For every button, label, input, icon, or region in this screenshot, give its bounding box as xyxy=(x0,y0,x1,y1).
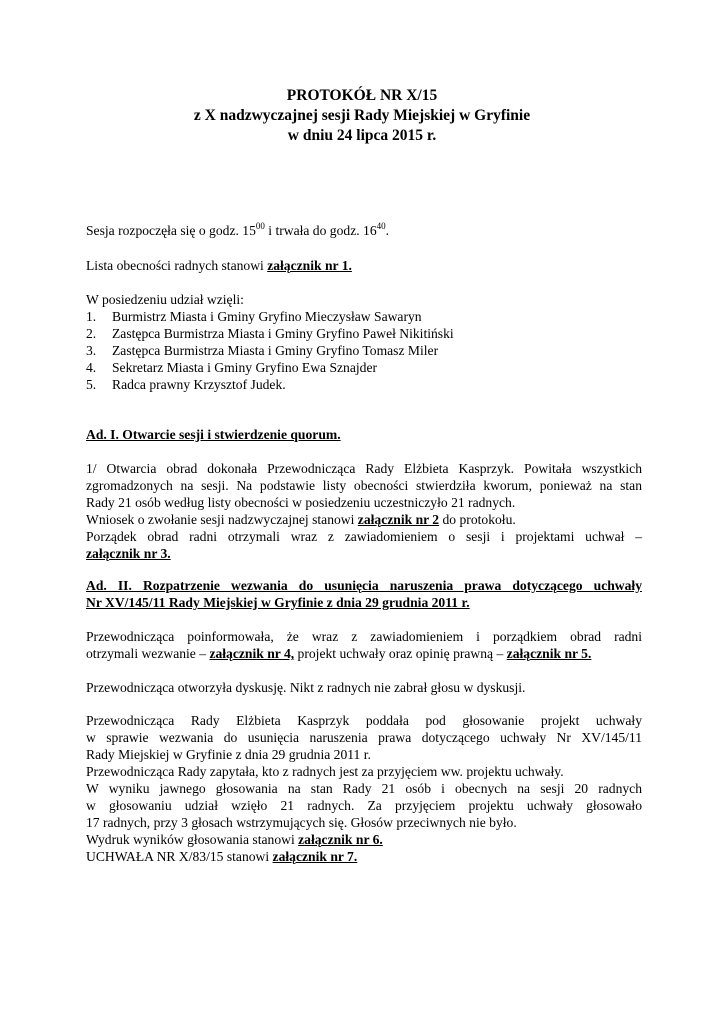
attachment-6-link[interactable]: załącznik nr 6. xyxy=(298,832,383,847)
list-item xyxy=(86,308,642,325)
title-line-1: PROTOKÓŁ NR X/15 xyxy=(286,87,438,104)
section-1-line-4-text: Wniosek o zwołanie sesji nadzwyczajnej stanowi xyxy=(86,512,358,527)
list-item xyxy=(86,376,642,393)
attachment-2-link[interactable]: załącznik nr 2 xyxy=(357,512,440,527)
attendance-line xyxy=(86,257,642,274)
session-start-text: Sesja rozpoczęła się o godz. 15 xyxy=(86,223,256,238)
session-start-minutes: 00 xyxy=(255,221,265,231)
list-item-text: Zastępca Burmistrza Miasta i Gminy Gryfino Paweł Nikitiński xyxy=(112,326,454,341)
section-2-heading-line-1: Ad. II. Rozpatrzenie wezwania do usunięcia naruszenia prawa dotyczącego uchwały xyxy=(86,578,642,593)
section-1-line-4-suffix: do protokołu. xyxy=(439,512,516,527)
section-1-line-2: zgromadzonych na sesji. Na podstawie listy obecności stwierdziła kworum, ponieważ na stan xyxy=(86,478,642,493)
section-2-p1-line-1: Przewodnicząca poinformowała, że wraz z zawiadomieniem i porządkiem obrad radni xyxy=(86,629,642,644)
session-time xyxy=(86,222,642,239)
attachment-7-link[interactable]: załącznik nr 7. xyxy=(272,849,358,864)
attachment-3-link[interactable]: załącznik nr 3. xyxy=(86,546,171,561)
title-line-2: z X nadzwyczajnej sesji Rady Miejskiej w Gryfinie xyxy=(193,107,531,124)
list-item-number: 5. xyxy=(86,377,97,392)
section-2 xyxy=(86,577,642,611)
session-end-suffix: . xyxy=(385,223,390,238)
section-2-p3-line-6: w głosowaniu udział wzięło 21 radnych. Za przyjęciem projektu uchwały głosowało xyxy=(86,798,642,813)
section-1 xyxy=(86,426,642,443)
list-item-number: 4. xyxy=(86,360,97,375)
participants-list xyxy=(86,308,642,393)
section-2-p1-line-2-text: otrzymali wezwanie – xyxy=(86,646,210,661)
section-2-heading-line-2: Nr XV/145/11 Rady Miejskiej w Gryfinie z dnia 29 grudnia 2011 r. xyxy=(86,595,470,610)
section-2-paragraph-3 xyxy=(86,712,642,865)
section-1-line-5: Porządek obrad radni otrzymali wraz z zawiadomieniem o sesji i projektami uchwał – xyxy=(86,529,642,544)
attachment-1-link[interactable]: załącznik nr 1. xyxy=(267,258,352,273)
list-item-text: Sekretarz Miasta i Gminy Gryfino Ewa Sznajder xyxy=(112,360,377,375)
section-2-p3-line-7: 17 radnych, przy 3 głosach wstrzymujących się. Głosów przeciwnych nie było. xyxy=(86,815,517,830)
participants-section xyxy=(86,291,642,393)
section-2-p2: Przewodnicząca otworzyła dyskusję. Nikt z radnych nie zabrał głosu w dyskusji. xyxy=(86,680,526,695)
title-line-3: w dniu 24 lipca 2015 r. xyxy=(287,127,437,144)
attachment-5-link[interactable]: załącznik nr 5. xyxy=(506,646,592,661)
section-1-body xyxy=(86,460,642,562)
list-item xyxy=(86,359,642,376)
list-item xyxy=(86,325,642,342)
session-middle-text: i trwała do godz. 16 xyxy=(264,223,377,238)
section-2-paragraph-1 xyxy=(86,628,642,662)
list-item-number: 2. xyxy=(86,326,97,341)
document-title xyxy=(0,86,724,146)
session-end-minutes: 40 xyxy=(376,221,386,231)
section-2-p3-line-2: w sprawie wezwania do usunięcia naruszenia prawa dotyczącego uchwały Nr XV/145/11 xyxy=(86,730,642,745)
participants-intro: W posiedzeniu udział wzięli: xyxy=(86,292,244,307)
section-2-p1-line-2-middle: projekt uchwały oraz opinię prawną – xyxy=(294,646,507,661)
section-2-p3-line-3: Rady Miejskiej w Gryfinie z dnia 29 grudnia 2011 r. xyxy=(86,747,371,762)
list-item xyxy=(86,342,642,359)
attachment-4-link[interactable]: załącznik nr 4, xyxy=(209,646,295,661)
section-2-p3-line-4: Przewodnicząca Rady zapytała, kto z radnych jest za przyjęciem ww. projektu uchwały. xyxy=(86,764,564,779)
attendance-text: Lista obecności radnych stanowi xyxy=(86,258,268,273)
section-2-p3-line-1: Przewodnicząca Rady Elżbieta Kasprzyk poddała pod głosowanie projekt uchwały xyxy=(86,713,642,728)
section-2-p3-line-9-text: UCHWAŁA NR X/83/15 stanowi xyxy=(86,849,273,864)
section-1-line-3: Rady 21 osób według listy obecności w posiedzeniu uczestniczyło 21 radnych. xyxy=(86,495,516,510)
list-item-text: Burmistrz Miasta i Gminy Gryfino Mieczysław Sawaryn xyxy=(112,309,422,324)
section-1-heading: Ad. I. Otwarcie sesji i stwierdzenie quorum. xyxy=(86,427,341,442)
list-item-number: 1. xyxy=(86,309,97,324)
list-item-text: Radca prawny Krzysztof Judek. xyxy=(112,377,286,392)
section-2-p3-line-8-text: Wydruk wyników głosowania stanowi xyxy=(86,832,299,847)
list-item-text: Zastępca Burmistrza Miasta i Gminy Gryfino Tomasz Miler xyxy=(112,343,439,358)
section-2-p3-line-5: W wyniku jawnego głosowania na stan Rady 21 osób i obecnych na sesji 20 radnych xyxy=(86,781,642,796)
section-2-paragraph-2 xyxy=(86,679,642,696)
section-1-line-1: 1/ Otwarcia obrad dokonała Przewodnicząca Rady Elżbieta Kasprzyk. Powitała wszystkich xyxy=(86,461,642,476)
list-item-number: 3. xyxy=(86,343,97,358)
